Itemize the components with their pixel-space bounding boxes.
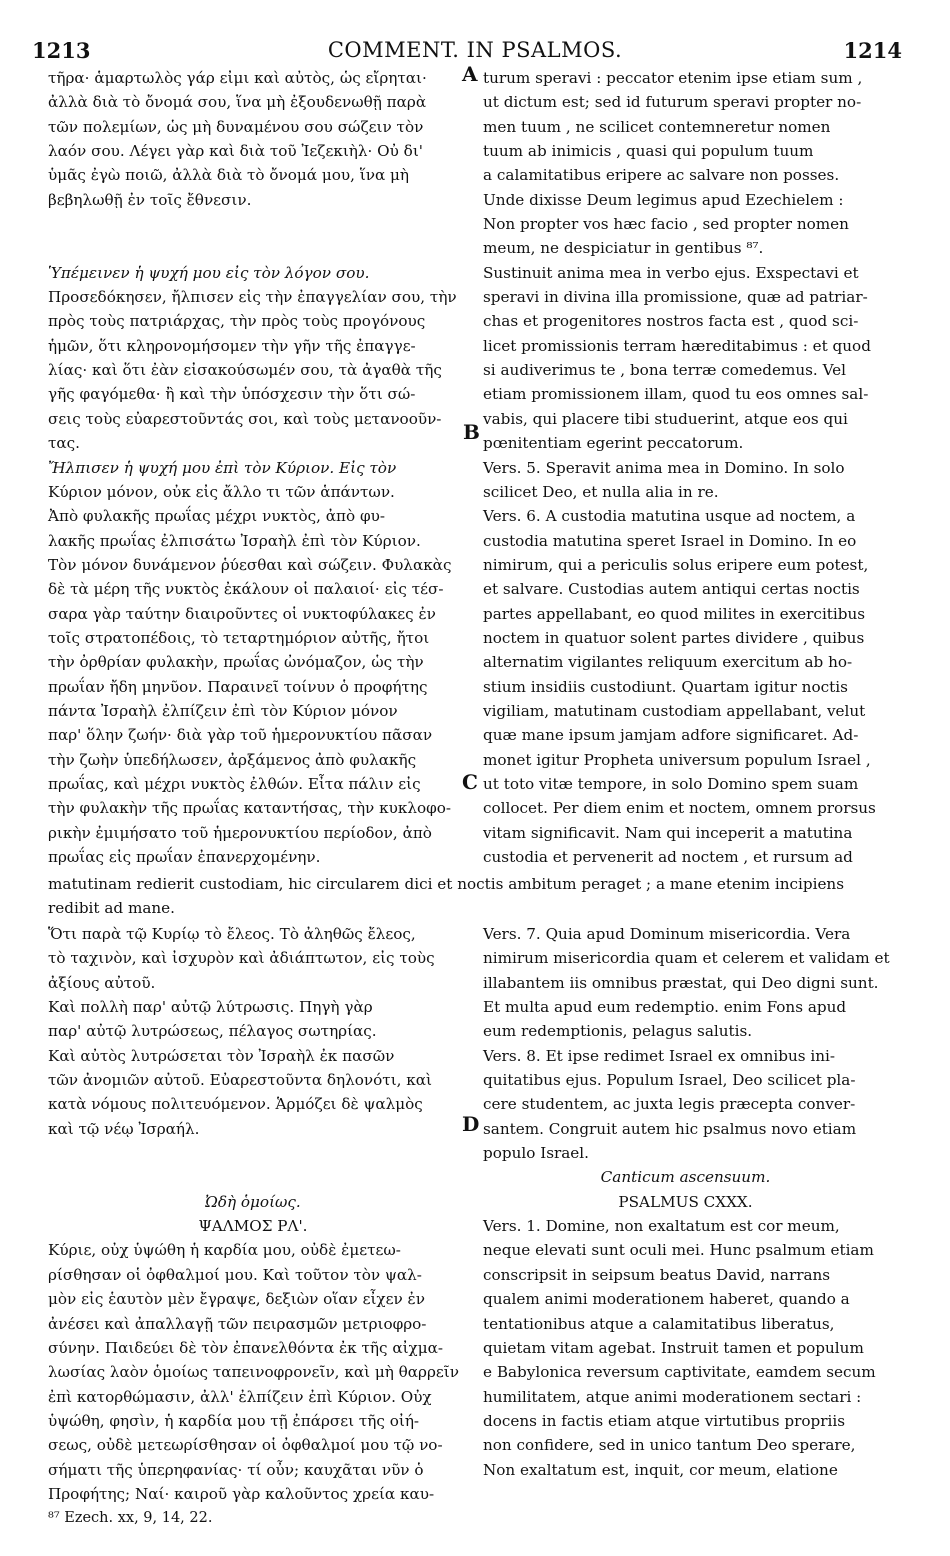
text-line: ὑμᾶς ἐγὼ ποιῶ, ἀλλὰ διὰ τὸ ὄνομά μου, ἵνα μὴ [48,166,410,185]
greek-column [48,66,458,869]
text-line: τας. [48,434,80,453]
greek-column-lower [48,922,458,1531]
text-line: partes appellabant, eo quod milites in exercitibus [483,604,866,623]
text-line: Προσεδόκησεν, ἤλπισεν εἰς τὴν ἐπαγγελίαν σου, τὴν [48,288,457,307]
text-line: etiam promissionem illam, quod tu eos omnes sal- [483,385,869,404]
text-line: eum redemptionis, pelagus salutis. [483,1022,753,1041]
text-line: tuum ab inimicis , quasi qui populum tuum [483,142,814,161]
text-line: τῶν ἀνομιῶν αὐτοῦ. Εὐαρεστοῦντα δηλονότι, καὶ [48,1071,433,1090]
text-line: turum speravi : peccator etenim ipse etiam sum , [483,69,863,87]
text-line: ut toto vitæ tempore, in solo Domino spem suam [483,774,859,793]
text-line: Vers. 8. Et ipse redimet Israel ex omnibus ini- [483,1046,836,1065]
text-line: γῆς φαγόμεθα· ἢ καὶ τὴν ὑπόσχεσιν τὴν ὅτι σώ- [48,385,416,404]
text-line: Κύριε, οὐχ ὑψώθη ἡ καρδία μου, οὐδὲ ἐμετεω- [48,1241,401,1260]
text-line: πρωΐας, καὶ μέχρι νυκτὸς ἐλθών. Εἶτα πάλιν εἰς [48,774,421,793]
running-title: COMMENT. IN PSALMOS. [327,38,623,62]
text-line: cere studentem, ac juxta legis præcepta conver- [483,1095,856,1114]
text-line: Ἀπὸ φυλακῆς πρωΐας μέχρι νυκτὸς, ἀπὸ φυ- [48,507,385,526]
text-line: σεις τοὺς εὐαρεστοῦντάς σοι, καὶ τοὺς μετανοοῦν- [48,409,442,428]
text-line: Vers. 5. Speravit anima mea in Domino. In solo [483,458,845,477]
text-line: τὸ ταχινὸν, καὶ ἰσχυρὸν καὶ ἀδιάπτωτον, εἰς τοὺς [48,949,435,968]
text-line: ἐπὶ κατορθώμασιν, ἀλλ' ἐλπίζειν ἐπὶ Κύριον. Οὐχ [48,1387,432,1406]
text-line: PSALMUS CXXX. [618,1192,753,1211]
text-line: βεβηλωθῇ ἐν τοῖς ἔθνεσιν. [48,190,252,209]
text-line: παρ' αὐτῷ λυτρώσεως, πέλαγος σωτηρίας. [48,1022,377,1041]
text-line: custodia matutina speret Israel in Domino. In eo [483,531,857,550]
text-line: τῶν πολεμίων, ὡς μὴ δυναμένου σου σώζειν τὸν [48,117,424,136]
text-line: παρ' ὅλην ζωήν· διὰ γὰρ τοῦ ἡμερονυκτίου πᾶσαν [48,726,433,745]
text-line: πρωΐαν ἤδη μηνῦον. Παραινεῖ τοίνυν ὁ προφήτης [48,677,428,696]
text-line: chas et progenitores nostros facta est , quod sci- [483,312,859,331]
text-line: quæ mane ipsum jamjam adfore significaret. Ad- [483,726,859,745]
text-line: ρικὴν ἐμιμήσατο τοῦ ἡμερονυκτίου περίοδον, ἀπὸ [48,823,432,842]
text-line: vabis, qui placere tibi studuerint, atque eos qui [483,409,848,428]
text-line: τὴν ζωὴν ὑπεδήλωσεν, ἀρξάμενος ἀπὸ φυλακῆς [48,750,417,769]
text-line: Καὶ αὐτὸς λυτρώσεται τὸν Ἰσραὴλ ἐκ πασῶν [48,1046,395,1065]
text-line: noctem in quatuor solent partes dividere , quibus [483,628,865,647]
latin-column-lower [483,922,888,1482]
text-line: monet igitur Propheta universum populum Israel , [483,750,871,769]
text-line: σεως, οὐδὲ μετεωρίσθησαν οἱ ὀφθαλμοί μου τῷ νο- [48,1436,443,1455]
section-marker-c: C [462,770,478,794]
text-line: Ὠδὴ ὁμοίως. [205,1192,301,1211]
text-line: Καὶ πολλὴ παρ' αὐτῷ λύτρωσις. Πηγὴ γὰρ [48,998,373,1017]
text-line: ἀξίους αὐτοῦ. [48,973,156,992]
text-line: ut dictum est; sed id futurum speravi propter no- [483,93,862,112]
text-line: λωσίας λαὸν ὁμοίως ταπεινοφρονεῖν, καὶ μὴ θαρρεῖν [48,1363,459,1382]
text-line: Ὑπέμεινεν ἡ ψυχή μου εἰς τὸν λόγον σου. [48,263,370,282]
text-line: Et multa apud eum redemptio. enim Fons apud [483,998,847,1017]
text-line: ἀνέσει καὶ ἀπαλλαγῇ τῶν πειρασμῶν μετριοφρο- [48,1314,427,1333]
text-line: ρίσθησαν οἱ ὀφθαλμοί μου. Καὶ τοῦτον τὸν ψαλ- [48,1265,422,1284]
text-line: collocet. Per diem enim et noctem, omnem prorsus [483,799,876,818]
text-line: Τὸν μόνον δυνάμενον ῥύεσθαι καὶ σώζειν. Φυλακὰς [48,555,452,574]
section-marker-b: B [463,420,480,444]
text-line: ΨΑΛΜΟΣ ΡΛ'. [198,1217,308,1236]
text-line: Κύριον μόνον, οὐκ εἰς ἄλλο τι τῶν ἁπάντων. [48,482,395,501]
text-line: men tuum , ne scilicet contemneretur nomen [483,117,831,136]
text-line: σήματι τῆς ὑπερηφανίας· τί οὖν; καυχᾶται νῦν ὁ [48,1460,424,1479]
text-line [48,1141,458,1165]
text-line: Non propter vos hæc facio , sed propter nomen [483,215,849,234]
text-line: non confidere, sed in unico tantum Deo sperare, [483,1436,856,1455]
text-line: meum, ne despiciatur in gentibus ⁸⁷. [483,239,764,258]
text-line: matutinam redierit custodiam, hic circularem dici et noctis ambitum peraget ; a mane etenim incipiens [48,875,845,893]
text-line: σύνην. Παιδεύει δὲ τὸν ἐπανελθόντα ἐκ τῆς αἰχμα- [48,1338,443,1357]
text-line: alternatim vigilantes reliquum exercitum ab ho- [483,653,853,672]
text-line [48,236,458,260]
text-line: πάντα Ἰσραὴλ ἐλπίζειν ἐπὶ τὸν Κύριον μόνον [48,701,398,720]
text-line: ⁸⁷ Ezech. xx, 9, 14, 22. [48,1510,213,1527]
section-marker-a: A [462,62,478,86]
text-line: vigiliam, matutinam custodiam appellabant, velut [483,701,866,720]
section-marker-d: D [462,1112,480,1136]
text-line: e Babylonica reversum captivitate, eamdem secum [483,1363,876,1382]
text-line: redibit ad mane. [48,899,175,918]
text-line: Ὅτι παρὰ τῷ Κυρίῳ τὸ ἔλεος. Τὸ ἀληθῶς ἔλεος, [48,925,416,943]
text-line: Canticum ascensuum. [600,1168,771,1187]
latin-column [483,66,888,869]
text-line: quietam vitam agebat. Instruit tamen et populum [483,1338,864,1357]
text-line: πρὸς τοὺς πατριάρχας, τὴν πρὸς τοὺς προγόνους [48,312,426,331]
text-line: illabantem iis omnibus præstat, qui Deo digni sunt. [483,973,879,992]
text-line: qualem animi moderationem haberet, quando a [483,1290,850,1309]
text-line: ἡμῶν, ὅτι κληρονομήσομεν τὴν γῆν τῆς ἐπαγγε- [48,336,416,355]
text-line: vitam significavit. Nam qui inceperit a matutina [483,823,853,842]
text-line: ὑψώθη, φησὶν, ἡ καρδία μου τῇ ἐπάρσει τῆς οἰή- [48,1411,420,1430]
text-line: neque elevati sunt oculi mei. Hunc psalmum etiam [483,1241,874,1260]
text-line: tentationibus atque a calamitatibus liberatus, [483,1314,835,1333]
page-header [0,0,950,70]
text-line: πρωΐας εἰς πρωΐαν ἐπανερχομένην. [48,848,321,866]
text-line: Vers. 1. Domine, non exaltatum est cor meum, [483,1217,840,1236]
text-line: δὲ τὰ μέρη τῆς νυκτὸς ἐκάλουν οἱ παλαιοί· εἰς τέσ- [48,580,444,599]
text-line: a calamitatibus eripere ac salvare non posses. [483,166,840,185]
page-number-right: 1214 [843,38,902,63]
full-width-text [48,872,888,921]
text-line: λαόν σου. Λέγει γὰρ καὶ διὰ τοῦ Ἰεζεκιὴλ· Οὐ δι' [48,142,423,161]
text-line: humilitatem, atque animi moderationem sectari : [483,1387,862,1406]
page-number-left: 1213 [32,38,91,63]
text-line [48,212,458,236]
text-line: Ἤλπισεν ἡ ψυχή μου ἐπὶ τὸν Κύριον. Εἰς τὸν [48,458,397,477]
text-line: conscripsit in seipsum beatus David, narrans [483,1265,831,1284]
text-line: τὴν ὀρθρίαν φυλακὴν, πρωΐας ὠνόμαζον, ὡς τὴν [48,653,424,672]
text-line: nimirum misericordia quam et celerem et validam et [483,949,890,968]
text-line: licet promissionis terram hæreditabimus : et quod [483,336,871,355]
text-line: σαρα γὰρ ταύτην διαιροῦντες οἱ νυκτοφύλακες ἐν [48,604,436,623]
text-line [48,1165,458,1189]
text-line: Προφήτης; Ναί· καιροῦ γὰρ καλοῦντος χρεία καυ- [48,1484,435,1503]
text-line: docens in factis etiam atque virtutibus propriis [483,1411,845,1430]
text-line: custodia et pervenerit ad noctem , et rursum ad [483,848,853,866]
text-line: ἀλλὰ διὰ τὸ ὄνομά σου, ἵνα μὴ ἐξουδενωθῇ παρὰ [48,93,427,112]
text-line: quitatibus ejus. Populum Israel, Deo scilicet pla- [483,1071,856,1090]
text-line: Sustinuit anima mea in verbo ejus. Exspectavi et [483,263,859,282]
text-line: μὸν εἰς ἑαυτὸν μὲν ἔγραψε, δεξιὼν οἵαν εἶχεν ἐν [48,1290,425,1309]
text-line: λίας· καὶ ὅτι ἐὰν εἰσακούσωμέν σου, τὰ ἀγαθὰ τῆς [48,361,442,380]
text-line: pœnitentiam egerint peccatorum. [483,434,744,453]
text-line: et salvare. Custodias autem antiqui certas noctis [483,580,860,599]
text-line: τῆρα· ἁμαρτωλὸς γάρ εἰμι καὶ αὐτὸς, ὡς εἴρηται· [48,69,427,87]
text-line: Vers. 6. A custodia matutina usque ad noctem, a [483,507,856,526]
text-line: Vers. 7. Quia apud Dominum misericordia. Vera [483,925,851,943]
text-line: santem. Congruit autem hic psalmus novo etiam [483,1119,857,1138]
text-line: λακῆς πρωΐας ἐλπισάτω Ἰσραὴλ ἐπὶ τὸν Κύριον. [48,531,421,550]
text-line: Non exaltatum est, inquit, cor meum, elatione [483,1460,838,1479]
text-line: scilicet Deo, et nulla alia in re. [483,482,719,501]
text-line: τοῖς στρατοπέδοις, τὸ τεταρτημόριον αὐτῆς, ἤτοι [48,628,430,647]
text-line: si audiverimus te , bona terræ comedemus. Vel [483,361,847,380]
text-line: τὴν φυλακὴν τῆς πρωΐας καταντήσας, τὴν κυκλοφο- [48,799,452,818]
text-line: speravi in divina illa promissione, quæ ad patriar- [483,288,868,307]
text-line: Unde dixisse Deum legimus apud Ezechielem : [483,190,844,209]
text-line: stium insidiis custodiunt. Quartam igitur noctis [483,677,848,696]
text-line: nimirum, qui a periculis solus eripere eum potest, [483,555,869,574]
text-line: populo Israel. [483,1144,589,1163]
text-line: καὶ τῷ νέῳ Ἰσραήλ. [48,1119,200,1138]
text-line: κατὰ νόμους πολιτευόμενον. Ἁρμόζει δὲ ψαλμὸς [48,1095,423,1114]
